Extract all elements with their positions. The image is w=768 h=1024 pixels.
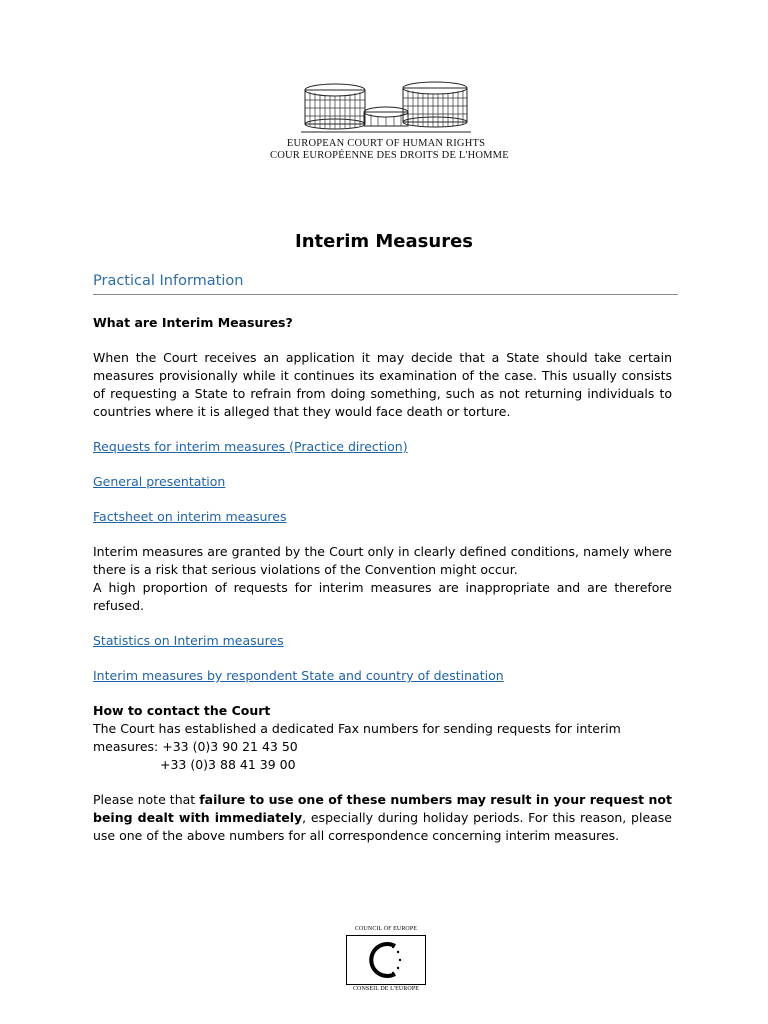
conditions-text-2: A high proportion of requests for interim measures are inappropriate and are therefore refused. <box>93 580 672 613</box>
main-content <box>93 314 672 845</box>
council-of-europe-logo <box>346 926 426 993</box>
by-state-link[interactable]: Interim measures by respondent State and country of destination <box>93 668 504 683</box>
general-presentation-link[interactable]: General presentation <box>93 474 226 489</box>
coe-stars-icon <box>347 936 425 984</box>
measures-label: measures: <box>93 739 163 754</box>
section-heading: Practical Information <box>93 273 244 289</box>
intro-paragraph: When the Court receives an application it may decide that a State should take certain measures provisionally while it continues its examination of the case. This usually consists of requesting a State to refrain from doing something, such as not returning individuals to countries where it is alleged that they would face death or torture. <box>93 350 672 419</box>
coe-name-en: COUNCIL OF EUROPE <box>354 926 418 932</box>
conditions-text-1: Interim measures are granted by the Court only in clearly defined conditions, namely where there is a risk that serious violations of the Convention might occur. <box>93 544 672 577</box>
coe-name-fr: CONSEIL DE L'EUROPE <box>352 986 420 992</box>
echr-logo <box>270 78 509 170</box>
contact-heading: How to contact the Court <box>93 703 271 718</box>
page-title: Interim Measures <box>295 231 473 252</box>
factsheet-link[interactable]: Factsheet on interim measures <box>93 509 287 524</box>
note-bold: failure to use one of these numbers may result in your request not being dealt with immediately <box>93 792 673 825</box>
note-part-2: , especially during holiday periods. For this reason, please use one of the above numbers for all correspondence concerning interim measures. <box>93 810 672 843</box>
court-name-fr: COUR EUROPÉENNE DES DROITS DE L'HOMME <box>270 150 509 161</box>
court-name-en: EUROPEAN COURT OF HUMAN RIGHTS <box>286 138 486 149</box>
coe-emblem <box>346 935 426 985</box>
statistics-link[interactable]: Statistics on Interim measures <box>93 633 284 648</box>
contact-line-2 <box>93 738 672 756</box>
note-paragraph <box>93 791 672 845</box>
court-building-icon <box>301 78 471 138</box>
what-heading: What are Interim Measures? <box>93 315 293 330</box>
contact-line-1: The Court has established a dedicated Fax numbers for sending requests for interim <box>93 721 621 736</box>
fax-number-1: +33 (0)3 90 21 43 50 <box>162 739 298 754</box>
practice-direction-link[interactable]: Requests for interim measures (Practice direction) <box>93 439 408 454</box>
note-part-1: Please note that <box>93 792 200 807</box>
conditions-paragraph <box>93 543 672 615</box>
heading-divider <box>93 294 678 295</box>
fax-number-2: +33 (0)3 88 41 39 00 <box>160 757 296 772</box>
